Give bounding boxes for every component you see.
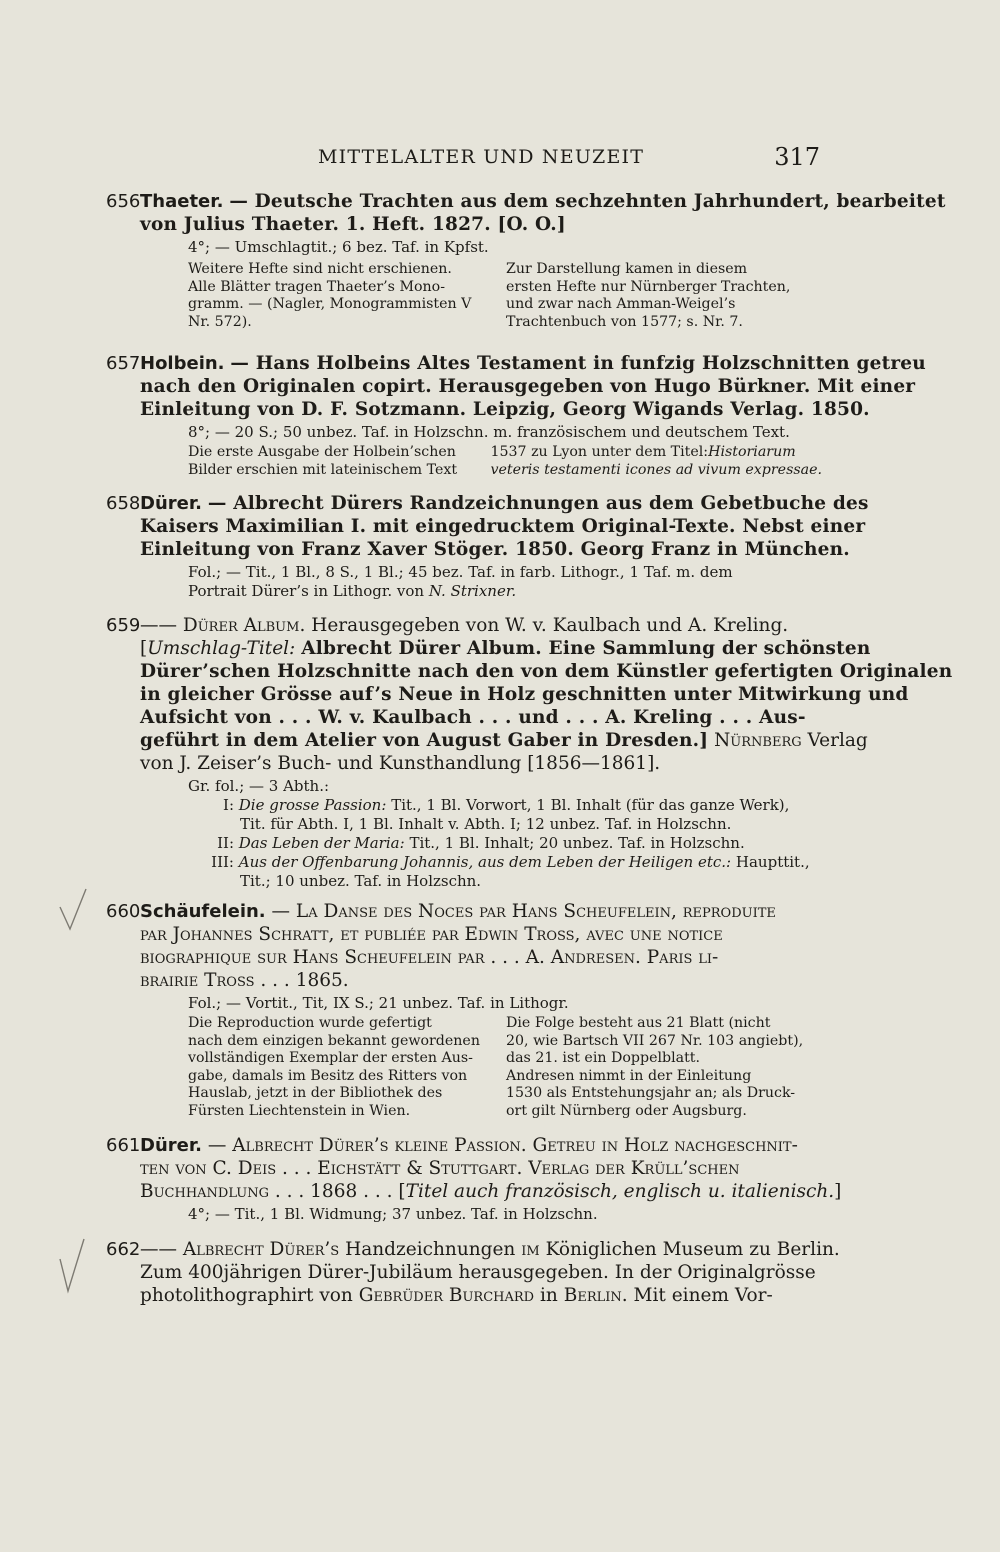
note-line: gramm. — (Nagler, Monogrammisten V	[188, 296, 472, 313]
bracket: ]	[834, 1181, 842, 1202]
title-line: — Hans Holbeins Altes Testament in funfzig Holzschnitten getreu	[230, 353, 926, 374]
entry-author: Thaeter.	[140, 191, 224, 212]
page-number: 317	[774, 143, 820, 171]
note-line: ort gilt Nürnberg oder Augsburg.	[506, 1102, 747, 1119]
entry-author: Dürer.	[140, 1135, 202, 1156]
entry-659	[106, 614, 953, 891]
entry-author: Schäufelein.	[140, 901, 266, 922]
note-line: Fürsten Liechtenstein in Wien.	[188, 1102, 411, 1119]
note-title: Historiarum	[708, 444, 796, 460]
entry-662	[106, 1238, 840, 1307]
entry-660	[106, 900, 822, 1121]
collation: Fol.; — Tit., 1 Bl., 8 S., 1 Bl.; 45 bez. Taf. in farb. Lithogr., 1 Taf. m. dem	[188, 563, 733, 581]
title-line: in gleicher Grösse auf’s Neue in Holz geschnitten unter Mitwirkung und	[140, 684, 909, 705]
title-line: Kaisers Maximilian I. mit eingedrucktem Original-Texte. Nebst einer	[140, 516, 866, 537]
entry-number: 662	[106, 1239, 141, 1260]
collation-text: Portrait Dürer’s in Lithogr. von	[188, 582, 425, 600]
note-title: veteris testamenti icones ad vivum expressae.	[490, 461, 822, 478]
entry-number: 659	[106, 615, 141, 636]
note-line: Andresen nimmt in der Einleitung	[506, 1067, 752, 1084]
collation: Fol.; — Vortit., Tit, IX S.; 21 unbez. Taf. in Lithogr.	[188, 994, 569, 1012]
note-line: Weitere Hefte sind nicht erschienen.	[188, 261, 452, 277]
sub-text: Tit., 1 Bl. Vorwort, 1 Bl. Inhalt (für das ganze Werk),	[391, 796, 790, 814]
sub-label: III:	[211, 853, 234, 871]
subdivisions	[106, 796, 822, 891]
entry-number: 660	[106, 901, 141, 922]
running-title: MITTELALTER UND NEUZEIT	[318, 146, 645, 168]
sub-label: II:	[217, 834, 234, 852]
title-line: von J. Zeiser’s Buch- und Kunsthandlung [1856—1861].	[140, 753, 661, 774]
note-line: das 21. ist ein Doppelblatt.	[506, 1050, 701, 1067]
entry-notes	[106, 1015, 822, 1121]
entry-number: 656	[106, 191, 141, 212]
sub-title: Das Leben der Maria:	[238, 834, 405, 852]
sub-title: Die grosse Passion:	[238, 796, 387, 814]
entry-656	[106, 190, 946, 331]
running-header	[0, 143, 1000, 172]
note-line: Hauslab, jetzt in der Bibliothek des	[188, 1085, 443, 1102]
sub-label: I:	[223, 796, 234, 814]
title-smallcaps: Gebrüder Burchard	[358, 1285, 535, 1306]
ditto-dash: ——	[140, 615, 177, 636]
title-smallcaps: Dürer Album.	[182, 615, 306, 636]
title-line: Einleitung von D. F. Sotzmann. Leipzig, Georg Wigands Verlag. 1850.	[140, 399, 870, 420]
entry-author: Holbein.	[140, 353, 225, 374]
title-text: Mit einem Vor-	[633, 1285, 773, 1306]
collation: 8°; — 20 S.; 50 unbez. Taf. in Holzschn. m. französischem und deutschem Text.	[188, 423, 790, 441]
note-line: nach dem einzigen bekannt gewordenen	[188, 1032, 480, 1049]
note-line: vollständigen Exemplar der ersten Aus-	[188, 1050, 473, 1067]
collation-artist: N. Strixner.	[428, 582, 517, 600]
title-line: — Albrecht Dürer’s kleine Passion. Getreu in Holz nachgeschnit-	[207, 1135, 798, 1156]
note-line: 1530 als Entstehungsjahr an; als Druck-	[506, 1085, 796, 1102]
title-smallcaps: Albrecht Dürer’s	[182, 1239, 340, 1260]
title-text: Königlichen Museum zu Berlin.	[545, 1239, 840, 1260]
title-line: Zum 400jährigen Dürer-Jubiläum herausgegeben. In der Originalgrösse	[140, 1262, 816, 1283]
entry-author: Dürer.	[140, 493, 202, 514]
note-line: gabe, damals im Besitz des Ritters von	[188, 1067, 468, 1084]
title-text: Handzeichnungen	[345, 1239, 516, 1260]
title-smallcaps: Nürnberg	[714, 730, 802, 751]
bracket: [	[140, 638, 148, 659]
sub-text: Tit. für Abth. I, 1 Bl. Inhalt v. Abth. I; 12 unbez. Taf. in Holzschn.	[240, 815, 732, 833]
title-line: — La Danse des Noces par Hans Scheufelein, reproduite	[271, 901, 776, 922]
title-line: brairie Tross . . . 1865.	[140, 970, 349, 991]
entry-notes	[106, 261, 822, 331]
note-line: Die Folge besteht aus 21 Blatt (nicht	[506, 1015, 771, 1031]
collation: Gr. fol.; — 3 Abth.:	[188, 777, 330, 795]
title-line: ten von C. Deis . . . Eichstätt & Stuttgart. Verlag der Krüll’schen	[140, 1158, 740, 1179]
pencil-checkmark-icon	[56, 1235, 96, 1295]
collation: 4°; — Tit., 1 Bl. Widmung; 37 unbez. Taf. in Holzschn.	[188, 1205, 598, 1223]
note-line: Alle Blätter tragen Thaeter’s Mono-	[188, 278, 445, 295]
title-text: Verlag	[807, 730, 868, 751]
title-line: nach den Originalen copirt. Herausgegeben von Hugo Bürkner. Mit einer	[140, 376, 916, 397]
entry-number: 661	[106, 1135, 141, 1156]
title-line: Buchhandlung . . . 1868 . . . [	[140, 1181, 406, 1202]
note-line: Bilder erschien mit lateinischem Text	[188, 461, 458, 478]
note-line: Trachtenbuch von 1577; s. Nr. 7.	[506, 313, 743, 330]
note-text: 1537 zu Lyon unter dem Titel:	[490, 444, 709, 460]
title-line: Dürer’schen Holzschnitte nach den von dem Künstler gefertigten Originalen	[140, 661, 953, 682]
entry-number: 658	[106, 493, 141, 514]
title-line: Einleitung von Franz Xaver Stöger. 1850. Georg Franz in München.	[140, 539, 850, 560]
pencil-checkmark-icon	[56, 885, 96, 933]
sub-text: Tit., 1 Bl. Inhalt; 20 unbez. Taf. in Holzschn.	[409, 834, 745, 852]
title-line: — Deutsche Trachten aus dem sechzehnten Jahrhundert, bearbeitet	[229, 191, 946, 212]
entry-657	[106, 352, 926, 479]
ditto-dash: ——	[140, 1239, 177, 1260]
title-smallcaps: im	[521, 1239, 540, 1260]
collation: 4°; — Umschlagtit.; 6 bez. Taf. in Kpfst.	[188, 238, 489, 256]
entry-658	[106, 492, 869, 601]
title-line: Aufsicht von . . . W. v. Kaulbach . . . und . . . A. Kreling . . . Aus-	[140, 707, 806, 728]
note-line: Die Reproduction wurde gefertigt	[188, 1015, 432, 1031]
entry-661	[106, 1134, 842, 1224]
sub-title: Aus der Offenbarung Johannis, aus dem Leben der Heiligen etc.:	[238, 853, 732, 871]
title-line: geführt in dem Atelier von August Gaber in Dresden.]	[140, 730, 709, 751]
title-line: von Julius Thaeter. 1. Heft. 1827. [O. O.]	[140, 214, 566, 235]
title-line: Albrecht Dürer Album. Eine Sammlung der schönsten	[301, 638, 871, 659]
entry-notes	[106, 444, 822, 479]
title-line: biographique sur Hans Scheufelein par . . . A. Andresen. Paris li-	[140, 947, 719, 968]
title-text: photolithographirt von	[140, 1285, 353, 1306]
sub-text: Tit.; 10 unbez. Taf. in Holzschn.	[240, 872, 482, 890]
sub-text: Haupttit.,	[735, 853, 810, 871]
note-line: und zwar nach Amman-Weigel’s	[506, 296, 736, 313]
entry-number: 657	[106, 353, 141, 374]
title-smallcaps: Berlin.	[563, 1285, 628, 1306]
title-italic: Titel auch französisch, englisch u. italienisch.	[405, 1181, 835, 1202]
note-line: Zur Darstellung kamen in diesem	[506, 261, 748, 277]
note-line: ersten Hefte nur Nürnberger Trachten,	[506, 278, 791, 295]
title-italic: Umschlag-Titel:	[147, 638, 296, 659]
note-line: Nr. 572).	[188, 313, 252, 330]
note-line: 20, wie Bartsch VII 267 Nr. 103 angiebt),	[506, 1032, 804, 1049]
note-line: Die erste Ausgabe der Holbein’schen	[188, 444, 456, 460]
title-line: par Johannes Schratt, et publiée par Edwin Tross, avec une notice	[140, 924, 723, 945]
title-line: — Albrecht Dürers Randzeichnungen aus dem Gebetbuche des	[207, 493, 869, 514]
title-text: in	[540, 1285, 558, 1306]
title-line: Herausgegeben von W. v. Kaulbach und A. Kreling.	[311, 615, 789, 636]
